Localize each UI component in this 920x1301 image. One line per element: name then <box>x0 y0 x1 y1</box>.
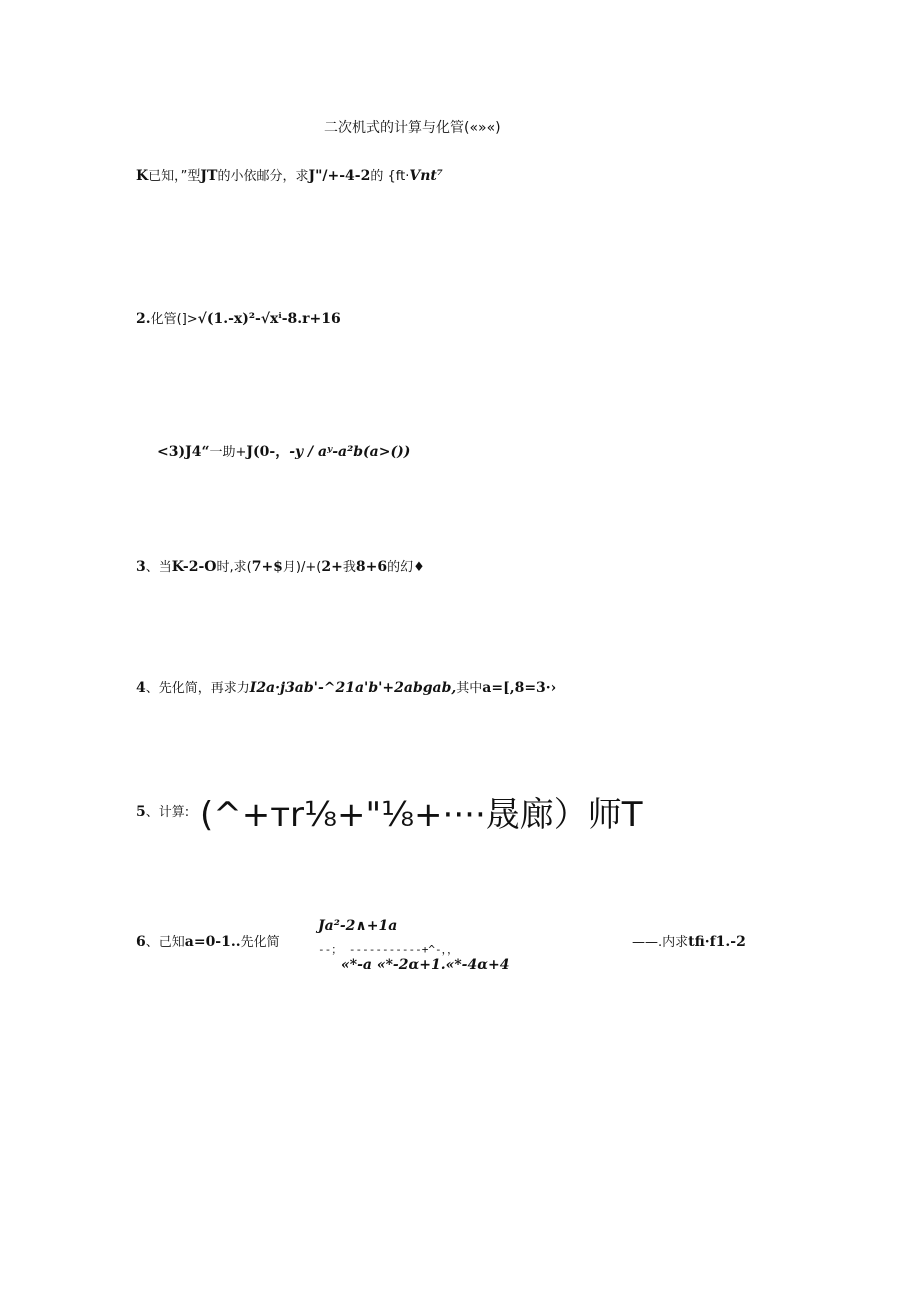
question-5 <box>136 795 643 835</box>
question-1-text-c: 的小依邮分，求 <box>217 169 309 184</box>
question-2-3-math-d: -y / aʸ-a²b(a>()) <box>289 444 411 460</box>
question-4-math-d: a=[,8=3·› <box>482 680 557 696</box>
question-3 <box>136 556 425 575</box>
page-title: 二次机式的计算与化管(«»«) <box>324 120 501 136</box>
question-3-text-e: 月)/+( <box>282 560 322 575</box>
question-2-3-math-a: <3)J4“ <box>157 444 210 460</box>
question-1-text-a: 已知，”型 <box>148 169 201 184</box>
question-6-fraction-bar: --； -----------+^-，， <box>318 943 459 956</box>
question-4 <box>136 677 556 696</box>
question-1-text-e: 的 {ft· <box>370 169 410 184</box>
question-6-fraction-numerator: Ja²-2∧+1a <box>318 918 398 934</box>
question-2-math-b: √(1.-x)²-√xⁱ-8.r+16 <box>197 311 341 327</box>
question-2-number: 2. <box>136 311 151 327</box>
question-4-text-c: 其中 <box>456 681 483 696</box>
question-2-3-math-c: J(0-， <box>246 444 290 460</box>
question-3-math-f: 2+ <box>321 559 343 575</box>
question-1-math-b: JT <box>200 168 218 184</box>
question-6-right-text: ——.内求 <box>632 935 689 950</box>
question-1-number: K <box>136 168 149 184</box>
question-1-math-f: Vnt⁷ <box>409 168 443 184</box>
question-6 <box>136 931 280 950</box>
question-5-text-a: 、计算: <box>145 805 190 820</box>
question-3-text-i: 的幻♦ <box>387 560 425 575</box>
question-2-part-3 <box>157 441 410 461</box>
question-3-text-g: 我 <box>342 560 356 575</box>
question-6-right <box>632 931 746 950</box>
question-2 <box>136 308 341 327</box>
question-3-math-b: K-2-O <box>171 559 217 575</box>
question-3-math-d: 7+$ <box>251 559 283 575</box>
question-6-right-math: tfi·f1.-2 <box>688 934 746 950</box>
question-6-text-c: 先化简 <box>240 935 280 950</box>
question-6-math-b: a=0-1.. <box>184 934 241 950</box>
question-3-text-a: 、当 <box>145 560 172 575</box>
question-1-math-d: J"/+-4-2 <box>308 168 371 184</box>
question-5-number: 5 <box>136 804 146 820</box>
question-2-3-text-b: 一助+ <box>209 445 247 460</box>
question-6-text-a: 、己知 <box>145 935 185 950</box>
question-3-number: 3 <box>136 559 146 575</box>
question-6-number: 6 <box>136 934 146 950</box>
question-1 <box>136 165 443 184</box>
question-3-math-h: 8+6 <box>355 559 388 575</box>
question-2-text-a: 化管(]> <box>150 312 198 327</box>
question-5-expression: (^+тr⅛+"⅛+····晟廊）师T <box>200 795 643 835</box>
question-3-text-c: 时,求( <box>216 560 252 575</box>
question-4-math-b: I2a·j3ab'-^21a'b'+2abgab, <box>249 680 457 696</box>
question-4-text-a: 、先化简，再求力 <box>145 681 250 696</box>
question-4-number: 4 <box>136 680 146 696</box>
question-6-fraction-denominators: «*-a «*-2α+1.«*-4α+4 <box>341 957 510 973</box>
